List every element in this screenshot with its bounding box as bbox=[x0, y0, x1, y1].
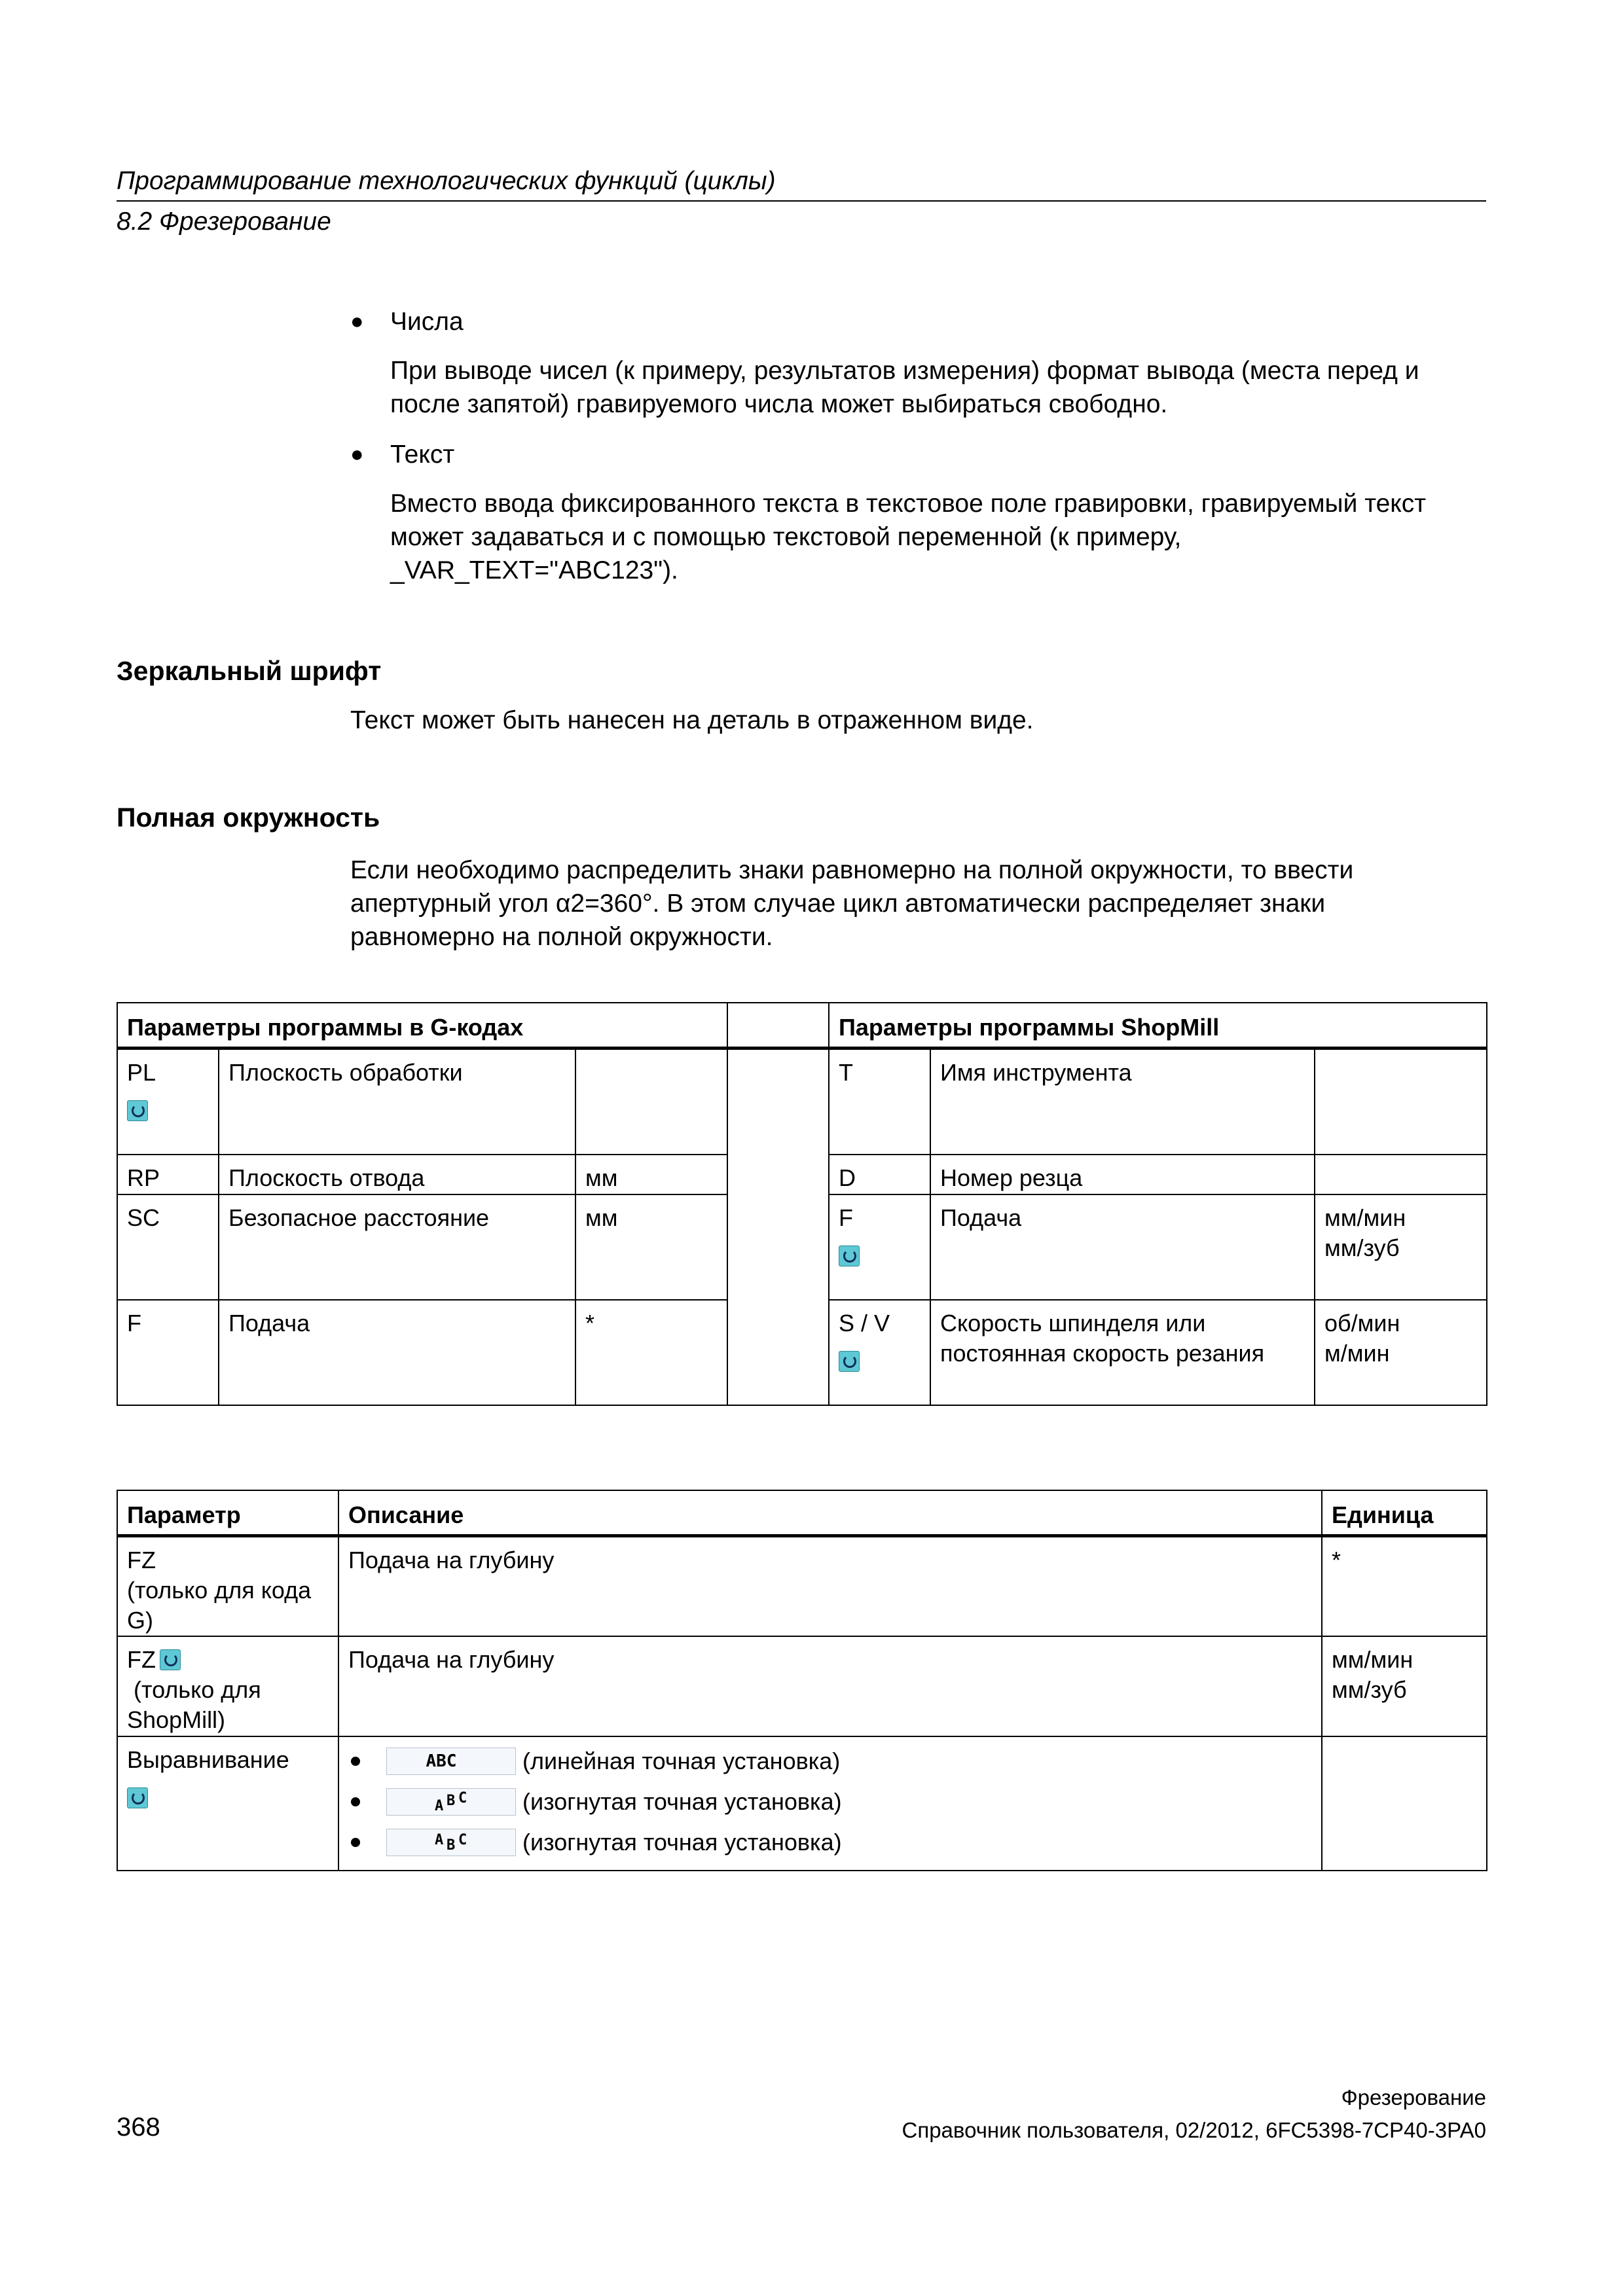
alignment-option-label: (изогнутая точная установка) bbox=[522, 1788, 842, 1815]
table-cell-desc: Подача на глубину bbox=[338, 1636, 1322, 1736]
bullet-icon: ● bbox=[350, 442, 364, 467]
desc-line: Скорость шпинделя или bbox=[940, 1309, 1206, 1336]
table-cell-unit bbox=[1315, 1300, 1487, 1405]
parameter-select-icon[interactable] bbox=[127, 1100, 148, 1121]
param-name: F bbox=[839, 1204, 854, 1231]
table-cell-desc: Подача bbox=[930, 1194, 1315, 1300]
page-number: 368 bbox=[117, 2113, 160, 2142]
table-cell-param: D bbox=[829, 1155, 930, 1194]
curved-letter-b: B bbox=[447, 1793, 456, 1809]
table-cell-param: F bbox=[117, 1300, 219, 1405]
table-cell-desc: Безопасное расстояние bbox=[219, 1194, 575, 1300]
heading-full-circle: Полная окружность bbox=[117, 802, 380, 833]
param-line: G) bbox=[127, 1607, 153, 1634]
running-header-section: 8.2 Фрезерование bbox=[117, 207, 331, 236]
unit-line: мм/зуб bbox=[1324, 1234, 1400, 1261]
table-cell-unit bbox=[1315, 1155, 1487, 1194]
curved-alignment-icon bbox=[386, 1788, 516, 1816]
alignment-options bbox=[348, 1741, 1312, 1863]
bullet-title-text: Текст bbox=[390, 440, 455, 469]
header-description: Описание bbox=[338, 1490, 1322, 1536]
table-cell-param bbox=[117, 1536, 338, 1637]
param-line: FZ bbox=[127, 1547, 156, 1573]
table-cell-unit: мм bbox=[575, 1194, 727, 1300]
curved-letter-a: A bbox=[435, 1832, 444, 1848]
table-cell-unit: мм bbox=[575, 1155, 727, 1194]
svg-text:ABC bbox=[435, 1832, 467, 1854]
bullet-icon: ● bbox=[350, 309, 364, 334]
footer-manual: Справочник пользователя, 02/2012, 6FC5398-7CP40-3PA0 bbox=[902, 2118, 1486, 2142]
additional-parameters-table bbox=[117, 1490, 1487, 1871]
mirror-font-text: Текст может быть нанесен на деталь в отраженном виде. bbox=[350, 706, 1034, 734]
unit-line: об/мин bbox=[1324, 1309, 1400, 1336]
param-line: (только для кода bbox=[127, 1577, 312, 1604]
parameter-select-icon[interactable] bbox=[839, 1351, 860, 1372]
unit-line: мм/мин bbox=[1324, 1204, 1406, 1231]
table-cell-param: SC bbox=[117, 1194, 219, 1300]
curved-letter-c: C bbox=[458, 1832, 467, 1848]
table-cell-param bbox=[829, 1194, 930, 1300]
table-cell-param: T bbox=[829, 1049, 930, 1155]
bullet-icon bbox=[351, 1797, 360, 1806]
table-cell-param bbox=[117, 1049, 219, 1155]
header-spacer bbox=[727, 1003, 829, 1049]
param-name: PL bbox=[127, 1059, 156, 1086]
curved-letter-c: C bbox=[458, 1791, 467, 1806]
desc-line: постоянная скорость резания bbox=[940, 1339, 1265, 1367]
alignment-sample-text: ABC bbox=[426, 1751, 457, 1771]
table-cell-desc: Подача bbox=[219, 1300, 575, 1405]
table-cell-desc bbox=[338, 1736, 1322, 1871]
header-parameter: Параметр bbox=[117, 1490, 338, 1536]
table-cell-unit bbox=[1315, 1194, 1487, 1300]
table-cell-desc: Подача на глубину bbox=[338, 1536, 1322, 1637]
table-spacer-column bbox=[727, 1049, 829, 1405]
parameter-select-icon[interactable] bbox=[160, 1649, 181, 1670]
table-cell-param: RP bbox=[117, 1155, 219, 1194]
header-shopmill-params: Параметры программы ShopMill bbox=[829, 1003, 1487, 1049]
bullet-icon bbox=[351, 1757, 360, 1766]
curved-letter-b: B bbox=[447, 1837, 456, 1854]
alignment-option-curved-1 bbox=[348, 1782, 1312, 1822]
full-circle-text: Если необходимо распределить знаки равномерно на полной окружности, то ввести апертурный угол α2=360°. В этом случае цикл автоматически распределяет знаки равномерно на полной окружности. bbox=[350, 856, 1354, 951]
header-rule bbox=[117, 200, 1486, 202]
parameter-select-icon[interactable] bbox=[127, 1787, 148, 1808]
unit-line: мм/мин bbox=[1332, 1646, 1413, 1673]
table-cell-unit bbox=[1322, 1736, 1487, 1871]
curved-alignment-icon bbox=[386, 1829, 516, 1856]
table-cell-unit bbox=[575, 1049, 727, 1155]
param-name: Выравнивание bbox=[127, 1746, 289, 1773]
alignment-option-label: (линейная точная установка) bbox=[522, 1748, 841, 1774]
bullet-text-numbers: При выводе чисел (к примеру, результатов измерения) формат вывода (места перед и после запятой) гравируемого числа может выбираться свободно. bbox=[390, 357, 1419, 418]
param-line: (только для bbox=[127, 1676, 261, 1703]
unit-line: мм/зуб bbox=[1332, 1676, 1407, 1703]
bullet-icon bbox=[351, 1838, 360, 1847]
param-line: FZ bbox=[127, 1646, 156, 1673]
table-cell-unit bbox=[1315, 1049, 1487, 1155]
table-cell-desc: Плоскость обработки bbox=[219, 1049, 575, 1155]
parameter-select-icon[interactable] bbox=[839, 1246, 860, 1266]
heading-mirror-font: Зеркальный шрифт bbox=[117, 656, 382, 686]
running-header-chapter: Программирование технологических функций (циклы) bbox=[117, 167, 776, 195]
bullet-title-numbers: Числа bbox=[390, 308, 464, 336]
param-line: ShopMill) bbox=[127, 1706, 226, 1733]
footer-chapter: Фрезерование bbox=[1341, 2085, 1486, 2109]
alignment-option-curved-2 bbox=[348, 1822, 1312, 1863]
table-cell-desc: Плоскость отвода bbox=[219, 1155, 575, 1194]
alignment-option-linear bbox=[348, 1741, 1312, 1782]
alignment-option-label: (изогнутая точная установка) bbox=[522, 1829, 842, 1856]
table-cell-desc: Имя инструмента bbox=[930, 1049, 1315, 1155]
header-gcode-params: Параметры программы в G-кодах bbox=[117, 1003, 727, 1049]
table-cell-param bbox=[117, 1636, 338, 1736]
unit-line: м/мин bbox=[1324, 1339, 1390, 1367]
header-unit: Единица bbox=[1322, 1490, 1487, 1536]
param-name: S / V bbox=[839, 1309, 890, 1336]
svg-text:ABC bbox=[435, 1791, 467, 1813]
table-cell-unit bbox=[1322, 1636, 1487, 1736]
table-cell-desc: Номер резца bbox=[930, 1155, 1315, 1194]
table-cell-param bbox=[829, 1300, 930, 1405]
linear-alignment-icon bbox=[386, 1748, 516, 1775]
parameters-table bbox=[117, 1002, 1487, 1406]
curved-letter-a: A bbox=[435, 1798, 444, 1813]
table-cell-desc bbox=[930, 1300, 1315, 1405]
table-cell-unit: * bbox=[575, 1300, 727, 1405]
bullet-text-text: Вместо ввода фиксированного текста в текстовое поле гравировки, гравируемый текст может задаваться и с помощью текстовой переменной (к примеру, _VAR_TEXT="ABC123"). bbox=[390, 490, 1427, 584]
table-cell-param bbox=[117, 1736, 338, 1871]
table-cell-unit: * bbox=[1322, 1536, 1487, 1637]
